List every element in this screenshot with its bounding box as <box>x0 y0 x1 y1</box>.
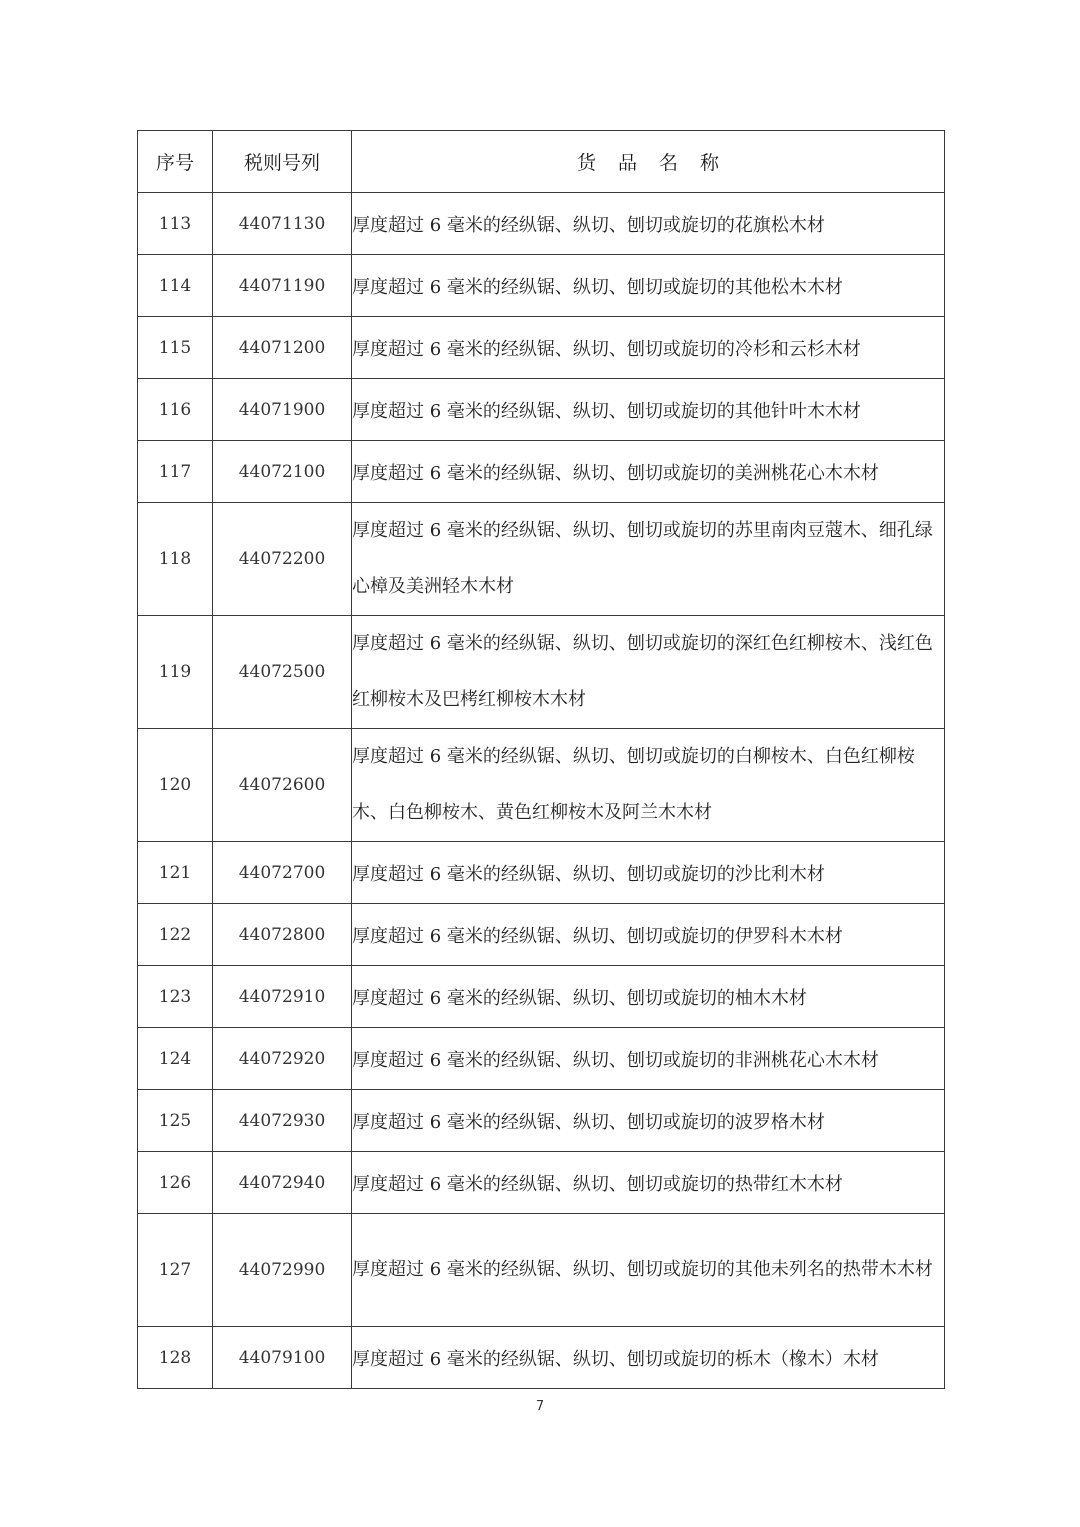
row-goods-name: 厚度超过 6 毫米的经纵锯、纵切、刨切或旋切的苏里南肉豆蔻木、细孔绿心樟及美洲轻木木材 <box>352 503 945 616</box>
row-serial-number: 124 <box>138 1028 213 1090</box>
row-serial-number: 120 <box>138 729 213 842</box>
row-goods-name: 厚度超过 6 毫米的经纵锯、纵切、刨切或旋切的深红色红柳桉木、浅红色红柳桉木及巴栲红柳桉木木材 <box>352 616 945 729</box>
row-serial-number: 113 <box>138 193 213 255</box>
row-goods-name: 厚度超过 6 毫米的经纵锯、纵切、刨切或旋切的非洲桃花心木木材 <box>352 1028 945 1090</box>
row-tariff-code: 44071130 <box>213 193 352 255</box>
row-serial-number: 122 <box>138 904 213 966</box>
row-goods-name: 厚度超过 6 毫米的经纵锯、纵切、刨切或旋切的沙比利木材 <box>352 842 945 904</box>
table-header-row <box>138 131 945 193</box>
table-row <box>138 441 945 503</box>
table-row <box>138 317 945 379</box>
row-goods-name: 厚度超过 6 毫米的经纵锯、纵切、刨切或旋切的花旗松木材 <box>352 193 945 255</box>
row-serial-number: 119 <box>138 616 213 729</box>
row-tariff-code: 44071200 <box>213 317 352 379</box>
row-tariff-code: 44072600 <box>213 729 352 842</box>
page-number: 7 <box>535 1399 545 1414</box>
row-goods-name: 厚度超过 6 毫米的经纵锯、纵切、刨切或旋切的白柳桉木、白色红柳桉木、白色柳桉木、黄色红柳桉木及阿兰木木材 <box>352 729 945 842</box>
table-row <box>138 503 945 616</box>
row-serial-number: 114 <box>138 255 213 317</box>
table-row <box>138 193 945 255</box>
row-serial-number: 128 <box>138 1327 213 1389</box>
table-row <box>138 1152 945 1214</box>
table-row <box>138 729 945 842</box>
row-tariff-code: 44072800 <box>213 904 352 966</box>
row-goods-name: 厚度超过 6 毫米的经纵锯、纵切、刨切或旋切的热带红木木材 <box>352 1152 945 1214</box>
row-serial-number: 115 <box>138 317 213 379</box>
row-goods-name: 厚度超过 6 毫米的经纵锯、纵切、刨切或旋切的冷杉和云杉木材 <box>352 317 945 379</box>
row-tariff-code: 44072200 <box>213 503 352 616</box>
table-row <box>138 842 945 904</box>
row-goods-name: 厚度超过 6 毫米的经纵锯、纵切、刨切或旋切的其他松木木材 <box>352 255 945 317</box>
table-row <box>138 616 945 729</box>
table-row <box>138 904 945 966</box>
row-tariff-code: 44072930 <box>213 1090 352 1152</box>
row-serial-number: 123 <box>138 966 213 1028</box>
row-serial-number: 126 <box>138 1152 213 1214</box>
row-tariff-code: 44072920 <box>213 1028 352 1090</box>
row-tariff-code: 44071190 <box>213 255 352 317</box>
row-goods-name: 厚度超过 6 毫米的经纵锯、纵切、刨切或旋切的其他未列名的热带木木材 <box>352 1214 945 1327</box>
row-tariff-code: 44072990 <box>213 1214 352 1327</box>
row-goods-name: 厚度超过 6 毫米的经纵锯、纵切、刨切或旋切的其他针叶木木材 <box>352 379 945 441</box>
table-row <box>138 1214 945 1327</box>
row-tariff-code: 44071900 <box>213 379 352 441</box>
row-serial-number: 121 <box>138 842 213 904</box>
row-serial-number: 118 <box>138 503 213 616</box>
row-goods-name: 厚度超过 6 毫米的经纵锯、纵切、刨切或旋切的柚木木材 <box>352 966 945 1028</box>
header-serial-number: 序号 <box>138 131 213 193</box>
row-goods-name: 厚度超过 6 毫米的经纵锯、纵切、刨切或旋切的美洲桃花心木木材 <box>352 441 945 503</box>
row-serial-number: 117 <box>138 441 213 503</box>
row-tariff-code: 44079100 <box>213 1327 352 1389</box>
row-goods-name: 厚度超过 6 毫米的经纵锯、纵切、刨切或旋切的波罗格木材 <box>352 1090 945 1152</box>
table-row <box>138 1090 945 1152</box>
tariff-table <box>137 130 945 1389</box>
row-tariff-code: 44072500 <box>213 616 352 729</box>
table-row <box>138 966 945 1028</box>
table-row <box>138 379 945 441</box>
header-goods-name: 货品名称 <box>352 131 945 193</box>
table-row <box>138 1028 945 1090</box>
row-serial-number: 127 <box>138 1214 213 1327</box>
row-tariff-code: 44072940 <box>213 1152 352 1214</box>
row-tariff-code: 44072700 <box>213 842 352 904</box>
table-row <box>138 255 945 317</box>
row-goods-name: 厚度超过 6 毫米的经纵锯、纵切、刨切或旋切的栎木（橡木）木材 <box>352 1327 945 1389</box>
row-serial-number: 116 <box>138 379 213 441</box>
header-tariff-code: 税则号列 <box>213 131 352 193</box>
row-goods-name: 厚度超过 6 毫米的经纵锯、纵切、刨切或旋切的伊罗科木木材 <box>352 904 945 966</box>
row-serial-number: 125 <box>138 1090 213 1152</box>
row-tariff-code: 44072100 <box>213 441 352 503</box>
row-tariff-code: 44072910 <box>213 966 352 1028</box>
table-row <box>138 1327 945 1389</box>
